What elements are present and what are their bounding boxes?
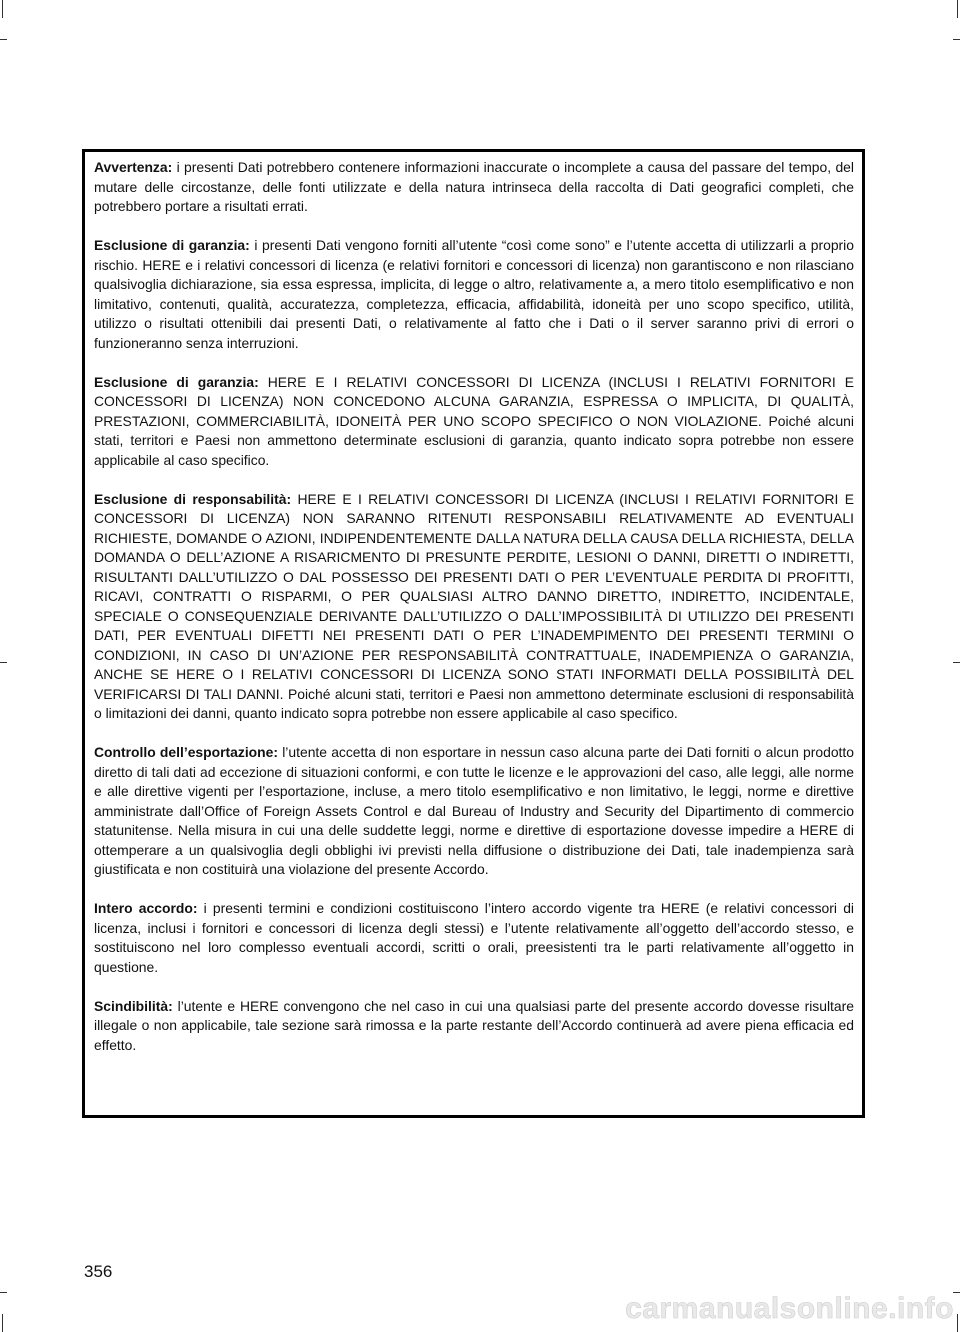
paragraph-text: HERE E I RELATIVI CONCESSORI DI LICENZA (INCLUSI I RELATIVI FORNITORI E CONCESSORI DI LICENZA) NON CONCEDONO ALCUNA GARANZIA, ESPRESSA O IMPLICITA, DI QUALITÀ, PRESTAZIONI, COMMERCIABILITÀ, IDONEITÀ PER UNO SCOPO SPECIFICO O NON VIOLAZIONE. Poiché alcuni stati, territori e Paesi non ammettono determinate esclusioni di garanzia, quanto indicato sopra potrebbe non essere applicabile al caso specifico. [94,373,855,468]
paragraph-text: i presenti Dati vengono forniti all’utente “così come sono” e l’utente accetta di utilizzarli a proprio rischio. HERE e i relativi concessori di licenza (e relativi fornitori e concessori di licenza) non garantiscono e non rilasciano qualsivoglia dichiarazione, sia essa espressa, implicita, di legge o altro, relativamente a, a mero titolo esemplificativo e non limitativo, contenuti, qualità, accuratezza, completezza, efficacia, affidabilità, idoneità per uno scopo specifico, utilità, utilizzo o risultati ottenibili dai presenti Dati, o relativamente al fatto che i Dati o il server saranno privi di errori o funzioneranno senza interruzioni. [94,237,854,351]
paragraph-liability-exclusion [94,490,854,724]
paragraph-heading: Esclusione di garanzia: [94,373,259,390]
paragraph-text: i presenti termini e condizioni costituiscono l’intero accordo vigente tra HERE (e relativi concessori di licenza, inclusi i fornitori e concessori di licenza degli stessi) e l’utente relativamente all’oggetto dell’accordo stesso, e sostituiscono nel loro complesso eventuali accordi, scritti o orali, preesistenti tra le parti relativamente all’oggetto in questione. [94,900,855,975]
paragraph-heading: Avvertenza: [94,159,173,175]
page-number: 356 [84,1262,113,1281]
paragraph-text: l’utente e HERE convengono che nel caso in cui una qualsiasi parte del presente accordo dovesse risultare illegale o non applicabile, tale sezione sarà rimossa e la parte restante dell’Accordo continuerà ad avere piena efficacia ed effetto. [94,997,854,1053]
crop-mark [2,0,3,18]
paragraph-export-control [94,743,854,880]
paragraph-heading: Controllo dell’esportazione: [94,744,279,760]
crop-mark [0,1292,7,1293]
paragraph-text: i presenti Dati potrebbero contenere informazioni inaccurate o incomplete a causa del passare del tempo, del mutare delle circostanze, delle fonti utilizzate e della natura intrinseca della raccolta di Dati geografici completi, che potrebbero portare a risultati errati. [94,159,854,214]
paragraph-text: HERE E I RELATIVI CONCESSORI DI LICENZA (INCLUSI I RELATIVI FORNITORI E CONCESSORI DI LICENZA) NON SARANNO RITENUTI RESPONSABILI RELATIVAMENTE AD EVENTUALI RICHIESTE, DOMANDE O AZIONI, INDIPENDENTEMENTE DALLA NATURA DELLA CAUSA DELLA RICHIESTA, DELLA DOMANDA O DELL’AZIONE A RISARICMENTO DI PRESUNTE PERDITE, LESIONI O DANNI, DIRETTI O INDIRETTI, RISULTANTI DALL’UTILIZZO O DAL POSSESSO DEI PRESENTI DATI O PER L’EVENTUALE PERDITA DI PROFITTI, RICAVI, CONTRATTI O RISPARMI, O PER QUALSIASI ALTRO DANNO DIRETTO, INDIRETTO, INCIDENTALE, SPECIALE O CONSEQUENZIALE DERIVANTE DALL’UTILIZZO O DALL’IMPOSSIBILITÀ DI UTILIZZO DEI PRESENTI DATI, PER EVENTUALI DIFETTI NEI PRESENTI DATI O PER L’INADEMPIMENTO DEI PRESENTI TERMINI O CONDIZIONI, IN CASO DI UN’AZIONE PER RESPONSABILITÀ CONTRATTUALE, INADEMPIENZA O GARANZIA, ANCHE SE HERE O I RELATIVI CONCESSORI DI LICENZA SONO STATI INFORMATI DELLA POSSIBILITÀ DEL VERIFICARSI DI TALI DANNI. Poiché alcuni stati, territori e Paesi non ammettono determinate esclusioni di responsabilità o limitazioni dei danni, quanto indicato sopra potrebbe non essere applicabile al caso specifico. [94,490,854,721]
paragraph-heading: Esclusione di garanzia: [94,237,250,253]
crop-mark [957,1314,958,1332]
paragraph-severability [94,997,854,1056]
crop-mark [957,0,958,18]
paragraph-heading: Intero accordo: [94,900,198,916]
crop-mark [953,662,960,663]
crop-mark [2,1314,3,1332]
paragraph-entire-agreement [94,899,854,977]
paragraph-heading: Esclusione di responsabilità: [94,490,292,507]
watermark: carmanualsonline.info [625,1292,954,1325]
crop-mark [953,39,960,40]
crop-mark [953,1292,960,1293]
paragraph-warranty-exclusion [94,236,854,353]
legal-notice-box [82,149,865,1118]
crop-mark [0,662,7,663]
paragraph-heading: Scindibilità: [94,997,173,1014]
crop-mark [0,39,7,40]
paragraph-warranty-exclusion-caps [94,373,854,471]
paragraph-text: l’utente accetta di non esportare in nessun caso alcuna parte dei Dati forniti o alcun prodotto diretto di tali dati ad eccezione di situazioni conformi, e con tutte le licenze e le approvazioni del caso, alle leggi, alle norme e alle direttive vigenti per l’esportazione, incluse, a mero titolo esemplificativo e non limitativo, le leggi, norme e direttive amministrate dall’Office of Foreign Assets Control e dal Bureau of Industry and Security del Dipartimento di commercio statunitense. Nella misura in cui una delle suddette leggi, norme e direttive di esportazione dovesse impedire a HERE di ottemperare a un qualsivoglia degli obblighi ivi previsti nella diffusione o distribuzione dei Dati, tale inadempienza sarà giustificata e non costituirà una violazione del presente Accordo. [94,744,854,877]
paragraph-disclaimer [94,158,854,217]
